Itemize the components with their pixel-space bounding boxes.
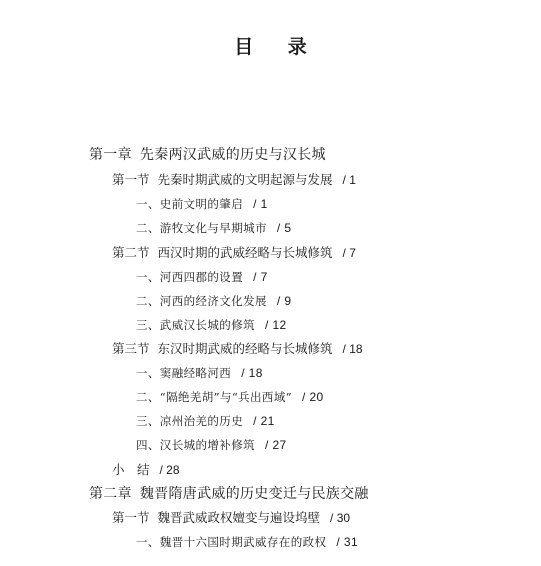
toc-number: 小 结 bbox=[112, 462, 150, 477]
toc-item-row bbox=[136, 387, 324, 407]
toc-item-row bbox=[136, 435, 287, 455]
toc-title: 西汉时期的武威经略与长城修筑 bbox=[157, 245, 333, 260]
toc-title: 先秦时期武威的文明起源与发展 bbox=[157, 172, 333, 187]
toc-item-row bbox=[136, 267, 268, 287]
toc-page-number: / 7 bbox=[253, 270, 268, 284]
toc-title: 一、史前文明的肇启 bbox=[136, 197, 244, 211]
toc-page-number: / 30 bbox=[330, 511, 351, 525]
toc-item-row bbox=[136, 218, 291, 238]
toc-section-row bbox=[112, 243, 356, 263]
toc-section-row bbox=[112, 339, 363, 359]
toc-title: 一、河西四郡的设置 bbox=[136, 270, 244, 284]
toc-page-number: / 1 bbox=[253, 197, 268, 211]
toc-section-row bbox=[112, 460, 180, 480]
toc-page-number: / 5 bbox=[276, 221, 292, 235]
toc-page-number: / 18 bbox=[241, 366, 263, 380]
toc-title: 先秦两汉武威的历史与汉长城 bbox=[139, 147, 326, 163]
toc-number: 第一章 bbox=[89, 147, 132, 163]
toc-title: 三、凉州治羌的历史 bbox=[136, 414, 244, 428]
toc-page-number: / 31 bbox=[336, 535, 359, 549]
toc-title: 四、汉长城的增补修筑 bbox=[136, 438, 255, 452]
toc-section-row bbox=[112, 170, 356, 190]
toc-item-row bbox=[136, 194, 268, 214]
toc-number: 第一节 bbox=[112, 172, 150, 187]
toc-number: 第一节 bbox=[112, 510, 150, 525]
toc-page-number: / 1 bbox=[342, 173, 356, 187]
page-title: 目 录 bbox=[234, 36, 321, 58]
toc-page-number: / 20 bbox=[302, 390, 324, 404]
toc-item-row bbox=[136, 532, 358, 552]
toc-title: 一、魏晋十六国时期武威存在的政权 bbox=[136, 535, 327, 549]
toc-page-number: / 28 bbox=[159, 463, 180, 477]
toc-page-number: / 7 bbox=[342, 246, 356, 260]
toc-section-row bbox=[112, 508, 350, 528]
toc-page-number: / 27 bbox=[265, 438, 287, 452]
toc-title: 二、“隔绝羌胡”与“兵出西域” bbox=[136, 390, 293, 404]
toc-title: 一、窦融经略河西 bbox=[136, 366, 232, 380]
toc-item-row bbox=[136, 291, 291, 311]
toc-title: 魏晋武威政权嬗变与遍设坞壁 bbox=[157, 510, 321, 525]
toc-title: 三、武威汉长城的修筑 bbox=[136, 318, 255, 332]
toc-title: 二、游牧文化与早期城市 bbox=[136, 221, 267, 235]
toc-title: 二、河西的经济文化发展 bbox=[136, 294, 267, 308]
toc-title: 东汉时期武威的经略与长城修筑 bbox=[157, 341, 333, 356]
toc-chapter-row bbox=[89, 484, 369, 504]
toc-page-number: / 21 bbox=[253, 414, 275, 428]
toc-page-number: / 18 bbox=[342, 342, 363, 356]
toc-item-row bbox=[136, 315, 287, 335]
toc-number: 第二章 bbox=[89, 486, 132, 502]
toc-chapter-row bbox=[89, 145, 326, 165]
toc-page-number: / 12 bbox=[265, 318, 287, 332]
toc-page-number: / 9 bbox=[276, 294, 292, 308]
toc-item-row bbox=[136, 363, 263, 383]
toc-number: 第二节 bbox=[112, 245, 150, 260]
toc-title: 魏晋隋唐武威的历史变迁与民族交融 bbox=[139, 486, 369, 502]
toc-number: 第三节 bbox=[112, 341, 150, 356]
toc-item-row bbox=[136, 411, 275, 431]
